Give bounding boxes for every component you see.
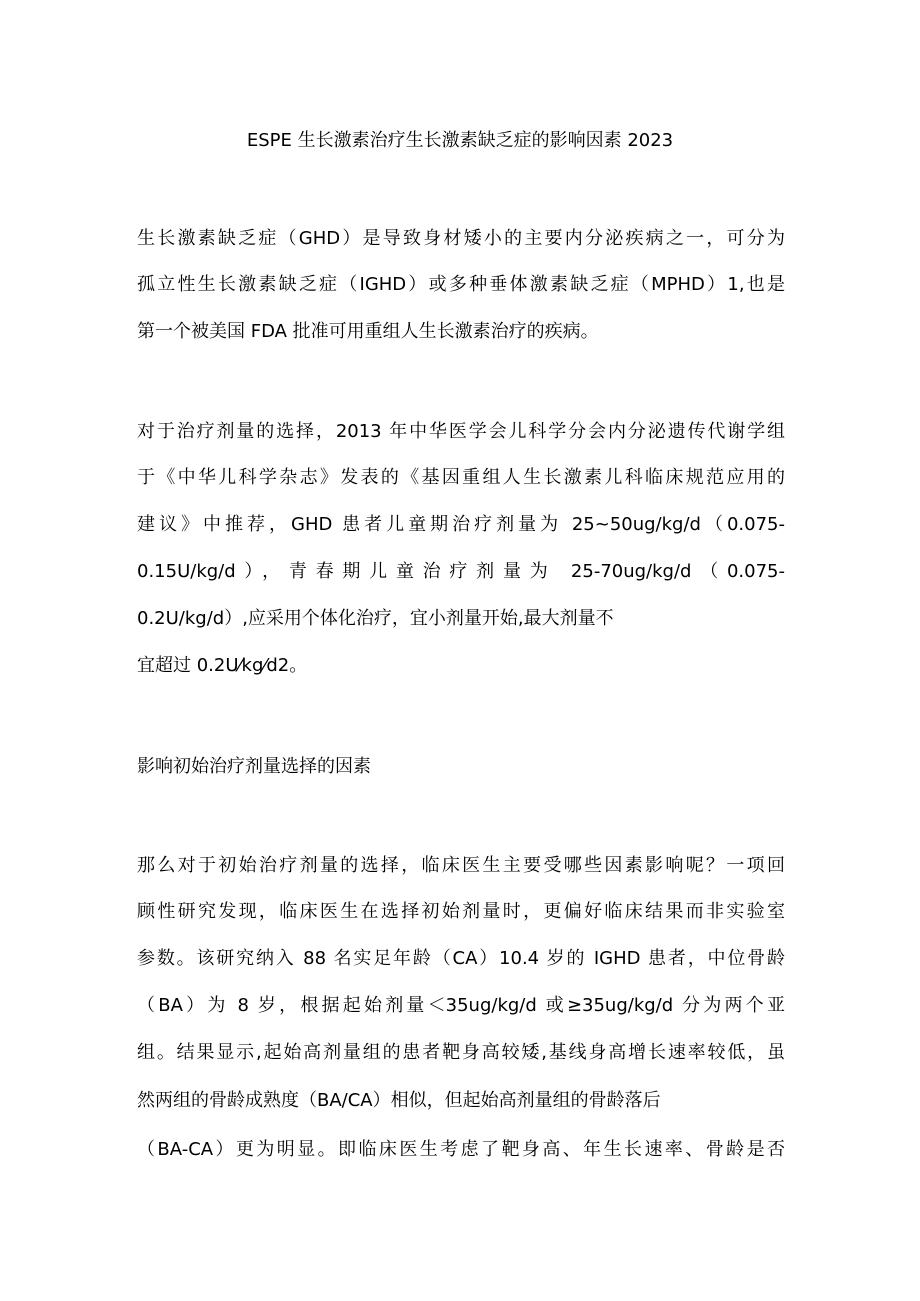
paragraph-2-line-3: 建议》中推荐，GHD 患者儿童期治疗剂量为 25~50ug/kg/d（0.075- bbox=[137, 514, 785, 535]
paragraph-3-line-3: 参数。该研究纳入 88 名实足年龄（CA）10.4 岁的 IGHD 患者，中位骨龄 bbox=[137, 948, 785, 969]
paragraph-3-line-6: 然两组的骨龄成熟度（BA/CA）相似，但起始高剂量组的骨龄落后 bbox=[137, 1090, 661, 1111]
paragraph-3-line-2: 顾性研究发现，临床医生在选择初始剂量时，更偏好临床结果而非实验室 bbox=[137, 901, 785, 922]
paragraph-3-line-4: （BA）为 8 岁，根据起始剂量＜35ug/kg/d 或≥35ug/kg/d 分为两个亚 bbox=[137, 995, 785, 1016]
paragraph-2-line-4: 0.15U/kg/d），青春期儿童治疗剂量为 25-70ug/kg/d（0.075- bbox=[137, 561, 785, 582]
paragraph-3-line-7: （BA-CA）更为明显。即临床医生考虑了靶身高、年生长速率、骨龄是否 bbox=[137, 1139, 785, 1160]
paragraph-1-line-1: 生长激素缺乏症（GHD）是导致身材矮小的主要内分泌疾病之一，可分为 bbox=[137, 228, 785, 249]
paragraph-1-line-3: 第一个被美国 FDA 批准可用重组人生长激素治疗的疾病。 bbox=[137, 321, 599, 342]
paragraph-2-line-1: 对于治疗剂量的选择，2013 年中华医学会儿科学分会内分泌遗传代谢学组 bbox=[137, 421, 785, 442]
paragraph-2-line-5: 0.2U/kg/d）,应采用个体化治疗，宜小剂量开始,最大剂量不 bbox=[137, 608, 614, 629]
paragraph-1-line-2: 孤立性生长激素缺乏症（IGHD）或多种垂体激素缺乏症（MPHD）1,也是 bbox=[137, 274, 785, 295]
document-title: ESPE 生长激素治疗生长激素缺乏症的影响因素 2023 bbox=[246, 130, 674, 151]
paragraph-3-line-1: 那么对于初始治疗剂量的选择，临床医生主要受哪些因素影响呢？一项回 bbox=[137, 855, 785, 876]
paragraph-2-line-2: 于《中华儿科学杂志》发表的《基因重组人生长激素儿科临床规范应用的 bbox=[137, 467, 785, 488]
paragraph-3-line-5: 组。结果显示,起始高剂量组的患者靶身高较矮,基线身高增长速率较低，虽 bbox=[137, 1042, 785, 1063]
section-subheading: 影响初始治疗剂量选择的因素 bbox=[137, 756, 371, 777]
paragraph-2-line-6: 宜超过 0.2U⁄kg⁄d2。 bbox=[137, 655, 308, 676]
